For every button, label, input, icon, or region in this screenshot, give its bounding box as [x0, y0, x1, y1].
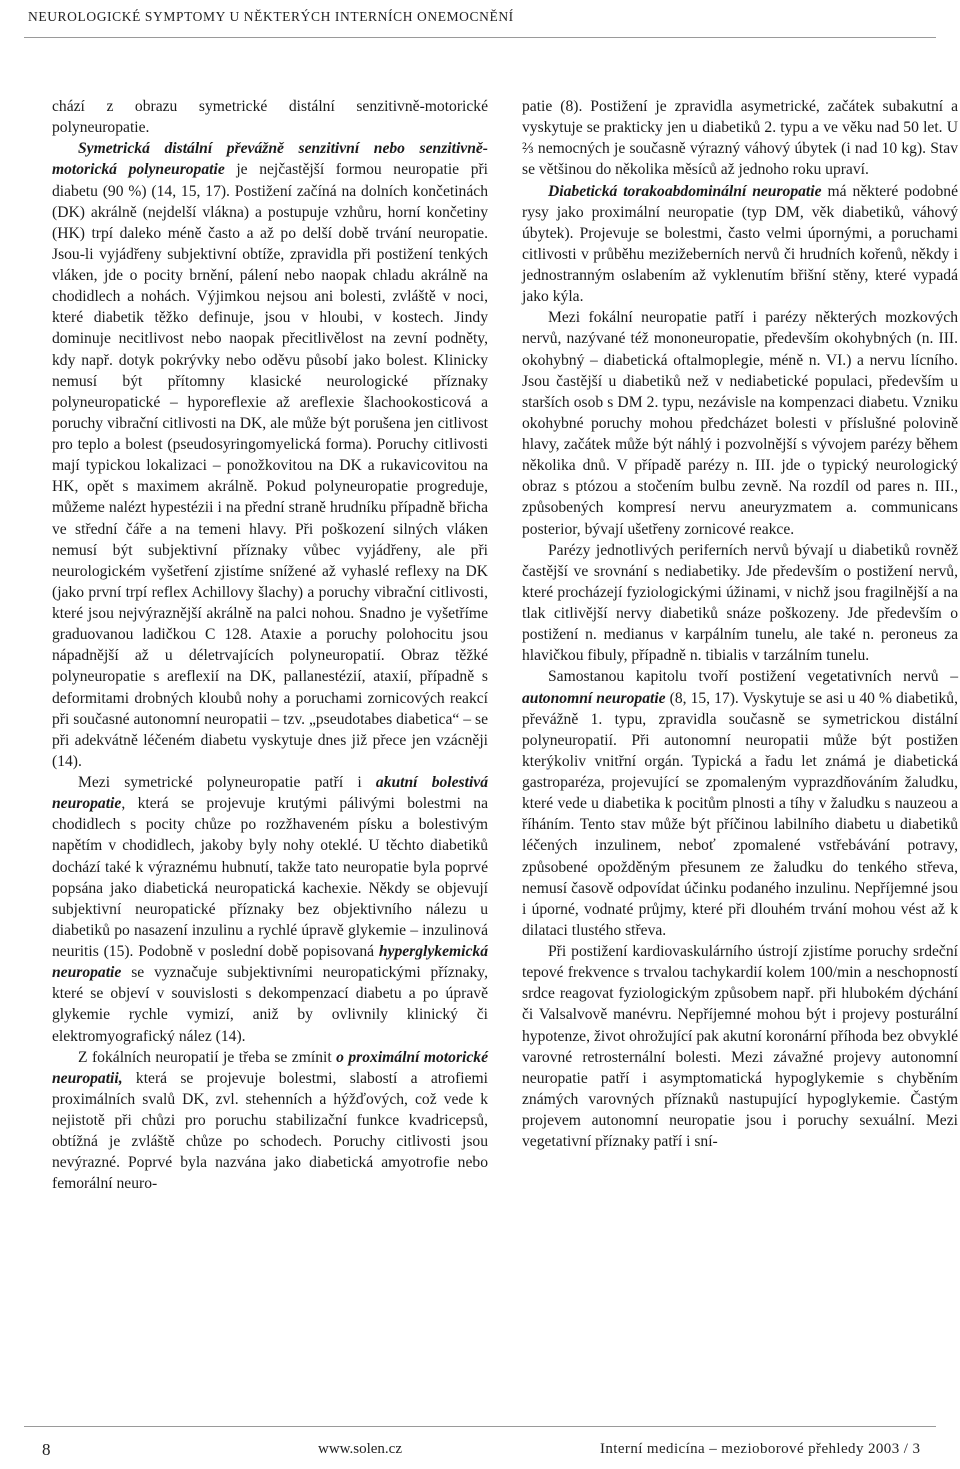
term-symmetric-polyneuropathy: Symetrická distální převážně senzitivní nebo senzitivně-motorická polyneuropatie [52, 140, 488, 179]
header-divider [24, 37, 936, 38]
term-hyperglycemic-neuropathy: hyperglykemická neuropatie [52, 943, 488, 982]
footer-divider [24, 1426, 936, 1427]
paragraph-text: , která se projevuje krutými pálivými bolestmi na chodidlech s pocity chůze po rozžhaveném písku a bolestivým napětím v chodidlech, jakoby byly nohy oteklé. U těchto diabetiků dochází také k výraznému hubnutí, takže tato neuropatie byla poprvé popsána jako diabetická neuropatická kachexie. Někdy se objevují subjektivní neuropatické příznaky bez objektivního nálezu u diabetiků po nasazení inzulinu a rychlé úpravě glykemie – inzulinová neuritis (15). Podobně v poslední době popisovaná [52, 795, 488, 960]
paragraph [52, 138, 488, 772]
paragraph-text: je nejčastější formou neuropatie při diabetu (90 %) (14, 15, 17). Postižení začíná na dolních končetinách (DK) akrálně (nejdelší vlákna) a postupuje vzhůru, horní končetiny (HK) trpí daleko méně často a až po delší době trvání neuropatie. Jsou-li vyjádřeny subjektivní obtíže, zpravidla při postižení tenkých vláken, jde o pocity brnění, pálení nebo naopak chladu akrálně na chodidlech a nohách. Výjimkou nejsou ani bolesti, zvláště v noci, které diabetik těžko definuje, jsou v hloubi, v kostech. Jindy dominuje necitlivost nebo naopak přecitlivělost na zevní podněty, kdy např. dotyk pokrývky nebo oděvu působí jako bolest. Klinicky nemusí být přítomny klasické neurologické příznaky polyneuropatické – hyporeflexie až areflexie šlachookosticová a poruchy vibrační citlivosti na DK, ale může být porušena jen citlivost pro teplo a bolest (pseudosyringomyelická forma). Poruchy citlivosti mají typickou lokalizaci – ponožkovitou na DK a rukavicovitou na HK, opět s maximem akrálně. Pokud polyneuropatie progreduje, můžeme nalézt hypestézii i na přední straně hrudníku případně břicha ve střední čáře a na temeni hlavy. Při poškození silných vláken nemusí být subjektivní příznaky vůbec vyjádřeny, ale při neurologickém vyšetření zjistíme snížené až vyhaslé reflexy na DK (jako první trpí reflex Achillovy šlachy) a poruchy vibrační citlivosti, které jsou nejvýraznější akrálně na palci nohou. Snadno je vyšetříme graduovanou ladičkou C 128. Ataxie a poruchy polohocitu jsou nápadnější až u déletrvajících polyneuropatií. Obraz těžké polyneuropatie s areflexií na DK, pallanestézií, ataxií, případně s deformitami drobných kloubů nohy a poruchami zornicových reakcí při současné autonomní neuropatii – tzv. „pseudotabes diabetica“ – se při adekvátně léčeném diabetu vyskytuje dnes již přece jen vzácněji (14). [52, 161, 489, 770]
term-acute-painful-neuropathy: akutní bolestivá neuropatie [52, 774, 488, 813]
paragraph-text: chází z obrazu symetrické distální senzitivně-motorické polyneuropatie. [52, 98, 488, 137]
paragraph-text: Mezi symetrické polyneuropatie patří i [78, 774, 376, 791]
paragraph [522, 181, 958, 308]
left-column [52, 96, 488, 1195]
paragraph-text: která se projevuje bolestmi, slabostí a atrofiemi proximálních svalů DK, zvl. stehenních a hýžďových, což vede k nejistotě při chůzi pro poruchu stabilizační funkce kvadricepsů, obtížná je zvláště chůze po schodech. Poruchy citlivosti jsou nevýrazné. Poprvé byla nazvána jako diabetická amyotrofie nebo femorální neuro- [52, 1069, 488, 1193]
paragraph-text: se vyznačuje subjektivními neuropatickými příznaky, které se objeví v souvislosti s dekompenzací diabetu a po úpravě glykemie rychle vymizí, aniž by ovlivnily klinický či elektromyografický nález (14). [52, 964, 488, 1045]
paragraph-text: Parézy jednotlivých periferních nervů bývají u diabetiků rovněž častější ve srovnání s nediabetiky. Jde především o postižení nervů, které procházejí fyziologickými úžinami, v nichž jsou fragilnější a na tlak citlivější nervy diabetiků snáze poškozeny. Jde především o postižení n. medianus v karpálním tunelu, ale také n. peroneus za hlavičkou fibuly, případně n. tibialis v tarzálním tunelu. [522, 541, 958, 665]
paragraph-text: patie (8). Postižení je zpravidla asymetrické, začátek subakutní a vyskytuje se prakticky jen u diabetiků 2. typu a ve věku nad 50 let. U ⅔ nemocných je současně výrazný váhový úbytek (i nad 10 kg). Stav se většinou do několika měsíců až jednoho roku upraví. [522, 98, 958, 179]
paragraph [52, 96, 488, 138]
paragraph [52, 772, 488, 1047]
paragraph [522, 96, 958, 181]
paragraph [52, 1047, 488, 1195]
paragraph-text: má některé podobné rysy jako proximální neuropatie (typ DM, věk diabetiků, váhový úbytek). Projevuje se bolestmi, často velmi úpornými, a poruchami citlivosti v průběhu mezižeberních nervů či hrudních kořenů, někdy i jednostranným oslabením až vyklenutím břišní stěny, které vypadá jako kýla. [522, 182, 958, 306]
paragraph-text: Při postižení kardiovaskulárního ústrojí zjistíme poruchy srdeční tepové frekvence s trvalou tachykardií kolem 100/min a neschopností srdce reagovat fyziologickým způsobem např. při hlubokém dýchání či Valsalvově manévru. Nepříjemné mohou být i projevy posturální hypotenze, život ohrožující pak akutní koronární příhoda bez obvyklé varovné retrosternální bolesti. Mezi závažné projevy autonomní neuropatie patří i asymptomatická hypoglykemie s chyběním známých varovných příznaků nastupující hypoglykemie. Častým projevem autonomní neuropatie jsou i poruchy sexuální. Mezi vegetativní příznaky patří i sní- [522, 943, 958, 1151]
paragraph [522, 307, 958, 539]
term-autonomic-neuropathy: autonomní neuropatie [522, 689, 666, 707]
footer-url: www.solen.cz [318, 1441, 403, 1457]
paragraph-text: Samostanou kapitolu tvoří postižení vegetativních nervů – [548, 668, 958, 686]
term-proximal-motor-neuropathy: o proximální motorické neuropatii, [52, 1048, 488, 1087]
paragraph [522, 666, 958, 941]
footer-journal: Interní medicína – mezioborové přehledy 2003 / 3 [600, 1441, 921, 1457]
paragraph [522, 941, 958, 1152]
paragraph [522, 540, 958, 667]
term-thoracoabdominal-neuropathy: Diabetická torakoabdominální neuropatie [548, 182, 822, 200]
paragraph-text: Mezi fokální neuropatie patří i parézy některých mozkových nervů, nazývané též mononeuropatie, především okohybných (n. III. okohybný – diabetická oftalmoplegie, méně n. VI.) a nervu lícního. Jsou častější u diabetiků než v nediabetické populaci, především u starších osob s DM 2. typu, nezávisle na kompenzaci diabetu. Vzniku okohybné poruchy mohou předcházet bolesti v příslušné polovině hlavy, začátek může být náhlý i pozvolnější s vývojem parézy během několika dnů. V případě parézy n. III. jde o typický neurologický obraz s ptózou a stočením bulbu zevně. Na rozdíl od pares n. III., způsobených kompresí nervu aneuryzmatem a. communicans posterior, bývají ušetřeny zornicové reakce. [522, 309, 958, 538]
right-column [522, 96, 958, 1152]
paragraph-text: (8, 15, 17). Vyskytuje se asi u 40 % diabetiků, převážně 1. typu, zpravidla současně se symetrickou distální polyneuropatií. Při autonomní neuropatii může být postižen kterýkoliv vnitřní orgán. Typická a řadu let známá je diabetická gastroparéza, projevující se zpomaleným vyprazdňováním žaludku, které vede u diabetika k pocitům plnosti a tíhy v žaludku s nauzeou a říháním. Tento stav může být příčinou labilního diabetu u diabetiků léčených inzulinem, neboť zpomalené vstřebávání potravy, způsobené opožděným přesunem ze žaludku do tenkého střeva, nemusí časově odpovídat účinku podaného inzulinu. Nepříjemné jsou i úporné, vodnaté průjmy, které při dlouhém trvání mohou vést až k dilataci tlustého střeva. [522, 689, 958, 939]
running-header: NEUROLOGICKÉ SYMPTOMY U NĚKTERÝCH INTERNÍCH ONEMOCNĚNÍ [28, 9, 514, 24]
page-number: 8 [42, 1440, 51, 1459]
paragraph-text: Z fokálních neuropatií je třeba se zmínit [78, 1048, 337, 1066]
